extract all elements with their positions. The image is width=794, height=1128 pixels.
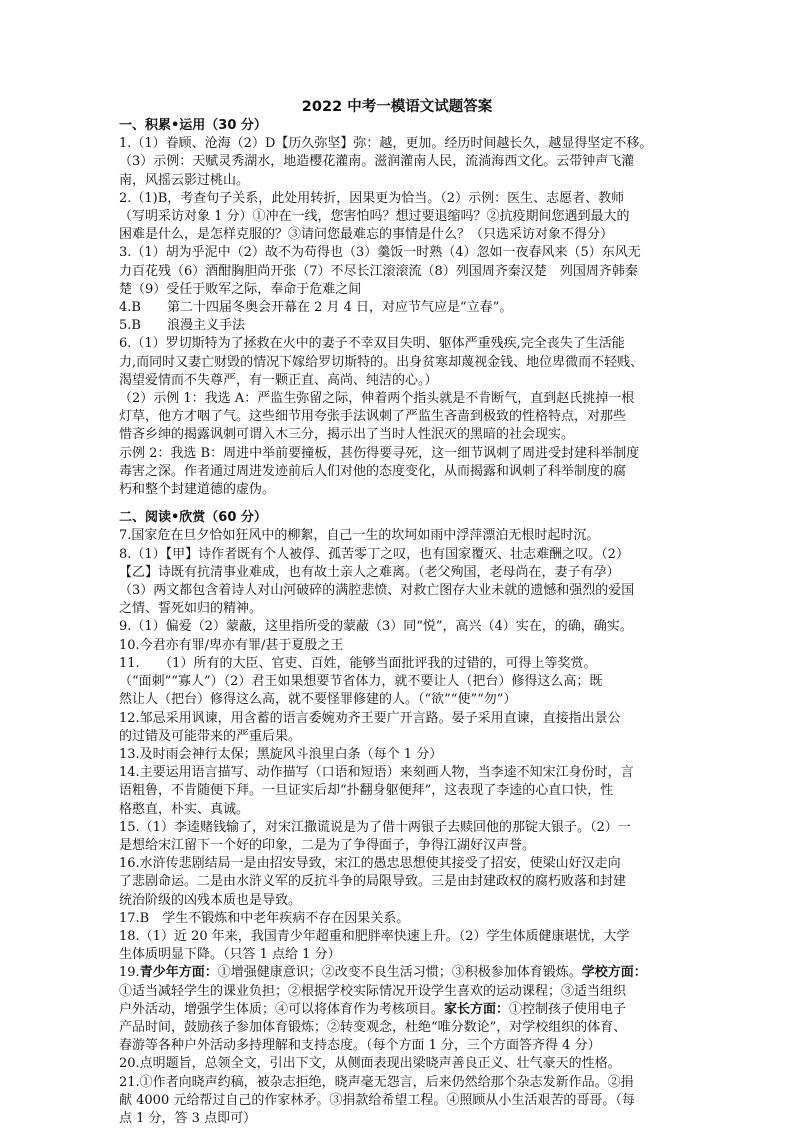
text-line: 【乙】诗既有抗清事业难成，也有故土亲人之难离。（老父殉国，老母尚在，妻子有孕）	[119, 564, 620, 580]
text-line: （2）示例 1：我选 A：严监生弥留之际，伸着两个指头就是不肯断气，直到赵氏挑掉一根	[119, 391, 635, 407]
text-line: 点 1 分，答 3 点即可）	[119, 1110, 257, 1126]
text-line: 的过错及可能带来的严重后果。	[119, 728, 302, 744]
text-line: 3.（1）胡为乎泥中（2）故不为苟得也（3）羹饭一时熟（4）忽如一夜春风来（5）东风无	[119, 245, 641, 261]
section-2-text	[119, 527, 675, 964]
text-line: 灯草，他方才咽了气。这些细节用夸张手法讽刺了严监生吝啬到极致的性格特点，对那些	[119, 409, 627, 425]
text-line: 统治阶级的凶残本质也是导致。	[119, 892, 302, 908]
text-line: 2.（1)B，考查句子关系，此处用转折，因果更为恰当。（2）示例：医生、志愿者、教师	[119, 190, 625, 206]
text-line: 13.及时雨会神行太保；黑旋风斗浪里白条（每个 1 分）	[119, 746, 443, 762]
text-line: 9.（1）偏爱（2）蒙蔽，这里指所受的蒙蔽（3）同“悦”，高兴（4）实在，的确，确实。	[119, 619, 633, 635]
text-line: 14.主要运用语言描写、动作描写（口语和短语）来刻画人物，当李逵不知宋江身份时，言	[119, 765, 634, 781]
school-label: 学校方面：	[581, 965, 647, 981]
text-line: 困难是什么，是怎样克服的？③请问您最难忘的事情是什么？（只选采访对象不得分）	[119, 227, 614, 243]
text-line: 力百花残（6）酒酣胸胆尚开张（7）不尽长江滚滚流（8）列国周齐秦汉楚 列国周齐韩秦	[119, 263, 638, 279]
text-line: 16.水浒传悲剧结局一是由招安导致，宋江的愚忠思想使其接受了招安，使梁山好汉走向	[119, 856, 621, 872]
text-line: 8.（1）【甲】诗作者既有个人被俘、孤苦零丁之叹，也有国家覆灭、壮志难酬之叹。（2）	[119, 546, 629, 562]
document-body	[119, 117, 675, 1128]
parent-label: 家长方面：	[444, 1001, 510, 1017]
text-line: 朽和整个封建道德的虚伪。	[119, 482, 276, 498]
text-line: 力,而同时又妻亡财毁的情况下嫁给罗切斯特的。出身贫寒却蔑视金钱、地位卑微而不轻贱、	[119, 354, 644, 370]
text-line: 10.今君亦有罪/卑亦有罪/甚于夏殷之王	[119, 637, 344, 653]
answer-19-line-3: 户外活动，增强学生体质；④可以将体育作为考核项目。家长方面：①控制孩子使用电子	[119, 1001, 627, 1017]
text-line: 渴望爱情而不失尊严，有一颗正直、高尚、纯洁的心。）	[119, 372, 438, 388]
answer-19	[119, 964, 675, 1055]
text-line: 5.B 浪漫主义手法	[119, 318, 245, 334]
text-line: 语粗鲁，不肯随便下拜。一旦证实后却“扑翻身躯便拜”，这表现了李逵的心直口快，性	[119, 783, 614, 799]
text-line: 20.点明题旨，总领全文，引出下文，从侧面表现出梁晓声善良正义、壮气豪天的性格。	[119, 1056, 621, 1072]
text-line: 楚（9）受任于败军之际，奉命于危难之间	[119, 281, 362, 297]
text-line: 11. （1）所有的大臣、官吏、百姓，能够当面批评我的过错的，可得上等奖赏。	[119, 655, 597, 671]
text-line: 15.（1）李逵赌钱输了，对宋江撒谎说是为了借十两银子去赎回他的那锭大银子。（2）一	[119, 819, 631, 835]
text-line: 6.（1）罗切斯特为了拯救在火中的妻子不幸双目失明、躯体严重残疾,完全丧失了生活能	[119, 336, 625, 352]
text-line: 然让人（把台）修得这么高，就不要怪罪修建的人。（“欲”“使”“勿”）	[119, 692, 517, 708]
text-line: （3）两文都包含着诗人对山河破碎的满腔悲愤、对救亡图存大业未就的遗憾和强烈的爱国	[119, 583, 635, 599]
text-line: 17.B 学生不锻炼和中老年疾病不存在因果关系。	[119, 910, 410, 926]
text-line: （“面刺”“寡人”）（2）君王如果想要节省体力，就不要让人（把台）修得这么高；既	[119, 674, 603, 690]
section-heading-1: 一、积累•运用（30 分）	[119, 118, 267, 133]
text-line: 4.B 第二十四届冬奥会开幕在 2 月 4 日，对应节气应是“立春”。	[119, 300, 513, 316]
answer-19-line-5: 春游等各种户外活动多持理解和支持态度。（每个方面 1 分，三个方面答齐得 4 分）	[119, 1038, 601, 1054]
text-line: 是想给宋江留下一个好的印象，二是为了争得面子，争得江湖好汉声誉。	[119, 837, 536, 853]
section-1-text	[119, 135, 675, 499]
text-line: 生体质明显下降。（只答 1 点给 1 分）	[119, 947, 341, 963]
text-line: （写明采访对象 1 分）①冲在一线，您害怕吗？想过要退缩吗？②抗疫期间您遇到最大的	[119, 209, 630, 225]
answer-19-line-2: ①适当减轻学生的课业负担；②根据学校实际情况开设学生喜欢的运动课程；③适当组织	[119, 983, 627, 999]
section-2-tail-text	[119, 1055, 675, 1128]
youth-label: 青少年方面：	[139, 965, 218, 981]
text-line: 18.（1）近 20 年来，我国青少年超重和肥胖率快速上升。（2）学生体质健康堪忧，大学	[119, 928, 630, 944]
answer-19-line-1: 19.青少年方面：①增强健康意识；②改变不良生活习惯；③积极参加体育锻炼。学校方面：	[119, 965, 647, 981]
section-heading-2: 二、阅读•欣赏（60 分）	[119, 510, 267, 526]
text-line: 南，风摇云影过桃山。	[119, 172, 250, 188]
text-line: 1.（1）眷顾、沧海（2）D【历久弥坚】弥：越，更加。经历时间越长久，越显得坚定不移。	[119, 136, 653, 152]
text-line: 之情、誓死如归的精神。	[119, 601, 263, 617]
page-title: 2022 中考一模语文试题答案	[301, 99, 493, 115]
text-line: 示例 2：我选 B：周进中举前要撞板，甚伤得要寻死，这一细节讽刺了周进受封建科举制度	[119, 445, 640, 461]
text-line: 12.邹忌采用讽谏，用含蓄的语言委婉劝齐王要广开言路。晏子采用直谏，直接指出景公	[119, 710, 621, 726]
text-line: 了悲剧命运。二是由水浒义军的反抗斗争的局限导致。三是由封建政权的腐朽败落和封建	[119, 874, 627, 890]
text-line: （3）示例：天赋灵秀湖水，地造樱花灌南。滋润灌南人民，流淌海西文化。云带钟声飞灌	[119, 154, 635, 170]
text-line: 格憨直，朴实、真诚。	[119, 801, 250, 817]
text-line: 毒害之深。作者通过周进发迹前后人们对他的态度变化，从而揭露和讽刺了科举制度的腐	[119, 463, 627, 479]
answer-19-line-4: 产品时间，鼓励孩子参加体育锻炼；②转变观念，杜绝“唯分数论”，对学校组织的体育、	[119, 1019, 627, 1035]
text-line: 7.国家危在旦夕恰如狂风中的柳絮，自己一生的坎坷如雨中浮萍漂泊无根时起时沉。	[119, 528, 600, 544]
text-line: 21.①作者向晓声约稿，被杂志拒绝，晓声毫无怨言，后来仍然给那个杂志发新作品。②捐	[119, 1074, 634, 1090]
text-line: 惜吝乡绅的揭露讽刺可谓入木三分，揭示出了当时人性泯灭的黑暗的社会现实。	[119, 427, 575, 443]
text-line: 献 4000 元给帮过自己的作家林矛。③捐款给希望工程。④照顾从小生活艰苦的哥哥。（每	[119, 1092, 635, 1108]
